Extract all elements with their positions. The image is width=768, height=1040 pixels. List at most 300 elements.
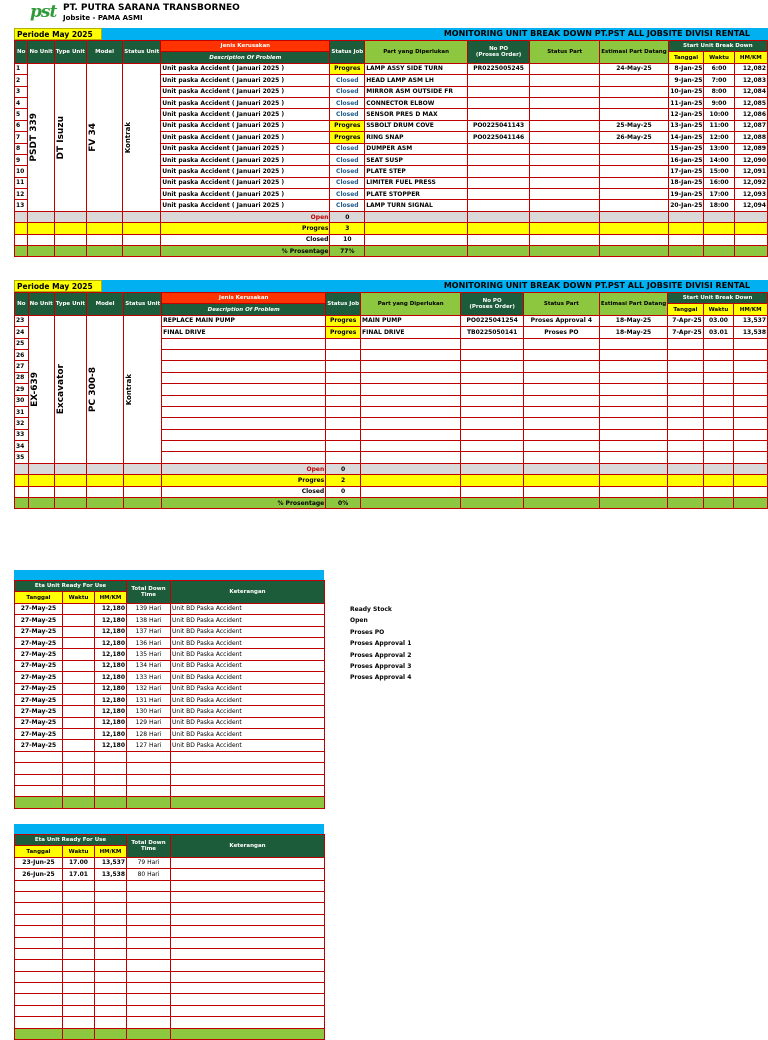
start-time: 7:00	[704, 75, 734, 86]
eta-date	[15, 763, 63, 774]
po-number	[468, 97, 530, 108]
empty-cell	[86, 211, 122, 222]
problem-description: Unit paska Accident ( Januari 2025 )	[161, 189, 330, 200]
part-name	[361, 384, 461, 395]
table-row	[15, 983, 325, 994]
keterangan: Unit BD Paska Accident	[171, 729, 325, 740]
eta-hmkm	[95, 763, 127, 774]
empty-cell	[127, 1028, 171, 1039]
empty-cell	[600, 234, 668, 245]
problem-description: Unit paska Accident ( Januari 2025 )	[161, 132, 330, 143]
table-row	[15, 763, 325, 774]
eta-time	[63, 694, 95, 705]
problem-description: Unit paska Accident ( Januari 2025 )	[161, 154, 330, 165]
keterangan: Unit BD Paska Accident	[171, 717, 325, 728]
col-header-hmkm: HM/KM	[95, 592, 127, 603]
empty-cell	[28, 246, 54, 257]
eta-hmkm: 13,538	[95, 869, 127, 880]
table-row	[15, 994, 325, 1005]
empty-cell	[600, 211, 668, 222]
eta-time	[63, 1005, 95, 1016]
start-date: 9-Jan-25	[668, 75, 704, 86]
estimasi-date	[599, 372, 667, 383]
po-number	[468, 200, 530, 211]
empty-cell	[54, 211, 86, 222]
status-part: Proses PO	[523, 327, 599, 338]
unit-status-cell	[124, 315, 162, 463]
keterangan	[171, 869, 325, 880]
start-hmkm: 12,085	[734, 97, 767, 108]
summary-progres	[15, 223, 768, 234]
row-number: 7	[15, 132, 28, 143]
po-number	[461, 384, 524, 395]
estimasi-date	[600, 75, 668, 86]
eta-hmkm: 12,180	[95, 660, 127, 671]
start-date: 11-Jan-25	[668, 97, 704, 108]
row-number: 26	[15, 349, 29, 360]
keterangan	[171, 774, 325, 785]
start-date: 19-Jan-25	[668, 189, 704, 200]
keterangan	[171, 903, 325, 914]
table-row	[15, 786, 325, 797]
eta-date	[15, 914, 63, 925]
problem-description: Unit paska Accident ( Januari 2025 )	[161, 177, 330, 188]
po-number: PO0225041146	[468, 132, 530, 143]
status-part	[530, 97, 600, 108]
estimasi-date	[600, 97, 668, 108]
empty-cell	[123, 211, 161, 222]
table-row	[15, 603, 325, 614]
empty-cell	[530, 211, 600, 222]
status-job	[326, 406, 361, 417]
po-number	[461, 441, 524, 452]
start-hmkm: 13,537	[734, 315, 768, 326]
eta-hmkm: 13,537	[95, 857, 127, 868]
empty-cell	[54, 498, 86, 509]
start-date	[668, 384, 703, 395]
keterangan	[171, 983, 325, 994]
table-row	[15, 717, 325, 728]
empty-cell	[668, 498, 703, 509]
col-header-waktu: Waktu	[63, 592, 95, 603]
po-number	[468, 143, 530, 154]
start-date	[668, 349, 703, 360]
status-job: Closed	[330, 200, 365, 211]
summary-closed	[15, 234, 768, 245]
status-job: Closed	[330, 189, 365, 200]
empty-cell	[668, 463, 703, 474]
eta-time	[63, 717, 95, 728]
start-date: 20-Jan-25	[668, 200, 704, 211]
start-hmkm	[734, 406, 768, 417]
start-hmkm: 12,087	[734, 120, 767, 131]
keterangan	[171, 914, 325, 925]
empty-cell	[28, 463, 54, 474]
legend-item: Proses Approval 1	[350, 640, 412, 648]
summary-progres-label: Progres	[161, 223, 330, 234]
estimasi-date	[599, 384, 667, 395]
start-hmkm: 12,094	[734, 200, 767, 211]
empty-cell	[461, 463, 524, 474]
jobsite-label: Jobsite - PAMA ASMI	[63, 14, 143, 22]
start-time	[703, 395, 734, 406]
eta-date	[15, 774, 63, 785]
row-number: 10	[15, 166, 28, 177]
empty-cell	[599, 463, 667, 474]
empty-cell	[600, 246, 668, 257]
keterangan: Unit BD Paska Accident	[171, 626, 325, 637]
summary-closed	[15, 486, 768, 497]
empty-cell	[734, 475, 768, 486]
col-header-type-unit: Type Unit	[54, 41, 86, 64]
empty-cell	[365, 234, 468, 245]
empty-cell	[127, 797, 171, 808]
total-downtime	[127, 786, 171, 797]
eta-date: 27-May-25	[15, 649, 63, 660]
keterangan	[171, 857, 325, 868]
empty-cell	[95, 1028, 127, 1039]
status-part	[523, 395, 599, 406]
eta-hmkm	[95, 1017, 127, 1028]
start-hmkm: 12,088	[734, 132, 767, 143]
start-date: 12-Jan-25	[668, 109, 704, 120]
empty-cell	[171, 1028, 325, 1039]
empty-cell	[523, 498, 599, 509]
eta-time	[63, 706, 95, 717]
keterangan	[171, 926, 325, 937]
eta-hmkm	[95, 1005, 127, 1016]
problem-description	[162, 349, 326, 360]
eta-date	[15, 983, 63, 994]
row-number: 6	[15, 120, 28, 131]
problem-description: REPLACE MAIN PUMP	[162, 315, 326, 326]
eta-date	[15, 1005, 63, 1016]
unit-number-cell	[28, 315, 54, 463]
legend-item: Proses Approval 2	[350, 651, 412, 659]
eta-time: 17.00	[63, 857, 95, 868]
part-name	[361, 372, 461, 383]
col-header-type-unit: Type Unit	[54, 293, 86, 316]
table-row	[15, 891, 325, 902]
empty-cell	[63, 1028, 95, 1039]
keterangan: Unit BD Paska Accident	[171, 706, 325, 717]
col-header-total-downtime: Total Down Time	[127, 835, 171, 858]
summary-progres-value: 2	[326, 475, 361, 486]
start-time	[703, 372, 734, 383]
unit-number: EX-639	[29, 371, 40, 407]
problem-description	[162, 361, 326, 372]
empty-cell	[361, 486, 461, 497]
col-header-start-breakdown: Start Unit Break Down	[668, 293, 768, 304]
start-time	[703, 418, 734, 429]
table-row	[15, 948, 325, 959]
estimasi-date	[599, 395, 667, 406]
problem-description: Unit paska Accident ( Januari 2025 )	[161, 97, 330, 108]
empty-cell	[123, 223, 161, 234]
empty-cell	[86, 234, 122, 245]
estimasi-date	[599, 349, 667, 360]
eta-time	[63, 763, 95, 774]
status-part	[530, 75, 600, 86]
part-name	[361, 429, 461, 440]
row-number: 31	[15, 406, 29, 417]
estimasi-date	[600, 143, 668, 154]
start-time	[703, 441, 734, 452]
start-time	[703, 406, 734, 417]
col-header-status-unit: Status Unit	[123, 41, 161, 64]
status-part	[523, 429, 599, 440]
status-job	[326, 418, 361, 429]
estimasi-date	[600, 189, 668, 200]
empty-cell	[461, 498, 524, 509]
total-downtime: 135 Hari	[127, 649, 171, 660]
start-hmkm	[734, 361, 768, 372]
status-part	[523, 452, 599, 463]
table-row	[15, 971, 325, 982]
unit-status: Kontrak	[124, 121, 133, 153]
keterangan	[171, 948, 325, 959]
part-name: DUMPER ASM	[365, 143, 468, 154]
start-date	[668, 429, 703, 440]
unit-number-cell	[28, 63, 54, 211]
problem-description	[162, 429, 326, 440]
po-number	[461, 429, 524, 440]
eta-time	[63, 751, 95, 762]
start-date: 16-Jan-25	[668, 154, 704, 165]
total-downtime: 136 Hari	[127, 637, 171, 648]
problem-description: Unit paska Accident ( Januari 2025 )	[161, 143, 330, 154]
summary-progres-value: 3	[330, 223, 365, 234]
estimasi-date: 25-May-25	[600, 120, 668, 131]
total-downtime	[127, 1005, 171, 1016]
legend-item: Proses Approval 4	[350, 674, 412, 682]
problem-description	[162, 406, 326, 417]
empty-cell	[703, 475, 734, 486]
start-hmkm	[734, 338, 768, 349]
eta-hmkm	[95, 994, 127, 1005]
start-hmkm: 12,091	[734, 166, 767, 177]
empty-cell	[86, 475, 123, 486]
no-po-label: No PO	[482, 297, 502, 304]
row-number: 12	[15, 189, 28, 200]
keterangan	[171, 880, 325, 891]
start-date	[668, 452, 703, 463]
start-date: 18-Jan-25	[668, 177, 704, 188]
keterangan: Unit BD Paska Accident	[171, 649, 325, 660]
empty-cell	[734, 223, 767, 234]
part-name: LAMP ASSY SIDE TURN	[365, 63, 468, 74]
start-hmkm	[734, 441, 768, 452]
status-job	[326, 384, 361, 395]
col-header-jenis-kerusakan: Jenis Kerusakan	[162, 293, 326, 304]
estimasi-date: 26-May-25	[600, 132, 668, 143]
status-job	[326, 452, 361, 463]
keterangan	[171, 960, 325, 971]
total-downtime	[127, 1017, 171, 1028]
part-name	[361, 418, 461, 429]
legend-item: Open	[350, 617, 368, 625]
empty-cell	[668, 211, 704, 222]
start-date: 15-Jan-25	[668, 143, 704, 154]
total-downtime	[127, 960, 171, 971]
total-downtime	[127, 751, 171, 762]
po-number	[468, 86, 530, 97]
keterangan: Unit BD Paska Accident	[171, 694, 325, 705]
empty-cell	[15, 1028, 63, 1039]
status-job: Progres	[330, 120, 365, 131]
eta-section-2	[14, 824, 326, 1040]
summary-open	[15, 463, 768, 474]
start-time: 10:00	[704, 109, 734, 120]
keterangan: Unit BD Paska Accident	[171, 637, 325, 648]
estimasi-date	[599, 441, 667, 452]
total-downtime: 130 Hari	[127, 706, 171, 717]
col-header-estimasi: Estimasi Part Datang	[600, 41, 668, 64]
empty-cell	[54, 463, 86, 474]
row-number: 3	[15, 86, 28, 97]
empty-cell	[461, 475, 524, 486]
empty-cell	[54, 475, 86, 486]
po-number	[468, 166, 530, 177]
eta-date: 27-May-25	[15, 626, 63, 637]
empty-cell	[124, 486, 162, 497]
total-downtime	[127, 763, 171, 774]
status-job	[326, 372, 361, 383]
start-hmkm: 12,089	[734, 143, 767, 154]
empty-cell	[28, 486, 54, 497]
problem-description: FINAL DRIVE	[162, 327, 326, 338]
po-number	[461, 361, 524, 372]
col-header-hmkm: HM/KM	[734, 304, 768, 315]
part-name: PLATE STOPPER	[365, 189, 468, 200]
proses-order-label: (Proses Order)	[469, 303, 515, 310]
start-date	[668, 372, 703, 383]
keterangan	[171, 937, 325, 948]
estimasi-date	[599, 452, 667, 463]
row-number: 34	[15, 441, 29, 452]
row-number: 30	[15, 395, 29, 406]
eta-date: 27-May-25	[15, 637, 63, 648]
eta-time	[63, 903, 95, 914]
summary-open-value: 0	[330, 211, 365, 222]
empty-cell	[86, 498, 123, 509]
total-downtime	[127, 880, 171, 891]
col-header-part: Part yang Diperlukan	[361, 293, 461, 316]
empty-cell	[361, 475, 461, 486]
empty-cell	[599, 486, 667, 497]
start-date: 7-Apr-25	[668, 327, 703, 338]
po-number	[461, 338, 524, 349]
empty-cell	[704, 234, 734, 245]
start-hmkm: 12,086	[734, 109, 767, 120]
status-part	[530, 109, 600, 120]
eta-time	[63, 971, 95, 982]
start-hmkm: 13,538	[734, 327, 768, 338]
eta-time	[63, 914, 95, 925]
breakdown-table	[14, 292, 768, 509]
empty-cell	[530, 246, 600, 257]
col-header-status-job: Status Job	[326, 293, 361, 316]
empty-cell	[734, 234, 767, 245]
start-date: 8-Jan-25	[668, 63, 704, 74]
part-name: HEAD LAMP ASM LH	[365, 75, 468, 86]
table-row	[15, 637, 325, 648]
status-part	[530, 86, 600, 97]
summary-closed-label: Closed	[161, 234, 330, 245]
status-job: Closed	[330, 166, 365, 177]
no-po-label: No PO	[489, 45, 509, 52]
eta-hmkm: 12,180	[95, 729, 127, 740]
start-hmkm	[734, 384, 768, 395]
empty-cell	[468, 246, 530, 257]
empty-cell	[365, 223, 468, 234]
empty-cell	[704, 211, 734, 222]
start-time	[703, 338, 734, 349]
row-number: 8	[15, 143, 28, 154]
part-name: LAMP TURN SIGNAL	[365, 200, 468, 211]
eta-table	[14, 834, 325, 1040]
col-header-no-po	[468, 41, 530, 64]
col-header-hmkm: HM/KM	[95, 846, 127, 857]
eta-hmkm: 12,180	[95, 603, 127, 614]
total-downtime: 79 Hari	[127, 857, 171, 868]
problem-description: Unit paska Accident ( Januari 2025 )	[161, 120, 330, 131]
empty-cell	[28, 475, 54, 486]
problem-description	[162, 395, 326, 406]
start-time: 11:00	[704, 120, 734, 131]
table-row	[15, 869, 325, 880]
col-header-status-part: Status Part	[530, 41, 600, 64]
row-number: 27	[15, 361, 29, 372]
row-number: 28	[15, 372, 29, 383]
eta-time	[63, 948, 95, 959]
estimasi-date: 18-May-25	[599, 315, 667, 326]
unit-type-cell	[54, 315, 86, 463]
table-row	[15, 672, 325, 683]
empty-cell	[123, 234, 161, 245]
start-time	[703, 384, 734, 395]
start-time: 14:00	[704, 154, 734, 165]
part-name: MAIN PUMP	[361, 315, 461, 326]
summary-open-label: Open	[161, 211, 330, 222]
status-job	[326, 441, 361, 452]
legend-item: Proses PO	[350, 628, 385, 636]
col-header-status-part: Status Part	[523, 293, 599, 316]
start-time	[703, 429, 734, 440]
start-time: 9:00	[704, 97, 734, 108]
eta-hmkm	[95, 914, 127, 925]
status-part	[530, 120, 600, 131]
eta-date: 27-May-25	[15, 683, 63, 694]
eta-hmkm	[95, 751, 127, 762]
empty-cell	[704, 223, 734, 234]
po-number	[461, 452, 524, 463]
status-job	[326, 395, 361, 406]
col-header-eta: Eta Unit Ready For Use	[15, 835, 127, 846]
col-header-estimasi: Estimasi Part Datang	[599, 293, 667, 316]
status-part	[530, 189, 600, 200]
eta-date: 27-May-25	[15, 694, 63, 705]
monitoring-section-1	[14, 28, 768, 257]
table-row	[15, 729, 325, 740]
status-part	[530, 132, 600, 143]
empty-cell	[86, 223, 122, 234]
eta-date	[15, 786, 63, 797]
col-header-no-po	[461, 293, 524, 316]
start-date: 10-Jan-25	[668, 86, 704, 97]
eta-time	[63, 960, 95, 971]
col-header-total-downtime: Total Down Time	[127, 581, 171, 604]
